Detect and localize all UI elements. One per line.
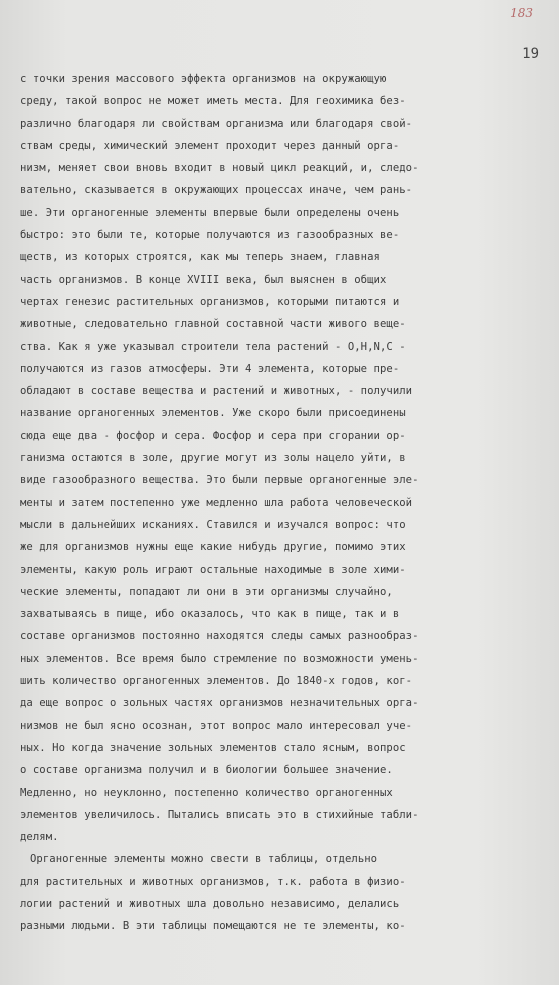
text-line: элементов увеличилось. Пытались вписать это в стихийные табли- bbox=[20, 808, 419, 821]
text-line: о составе организма получил и в биологии большее значение. bbox=[20, 764, 393, 777]
text-line: получаются из газов атмосферы. Эти 4 элемента, которые пре- bbox=[20, 362, 400, 375]
text-line: ных. Но когда значение зольных элементов стало ясным, вопрос bbox=[20, 741, 406, 754]
text-line: ческие элементы, попадают ли они в эти организмы случайно, bbox=[20, 585, 393, 598]
text-line: ствам среды, химический элемент проходит через данный орга- bbox=[20, 139, 400, 152]
text-line: с точки зрения массового эффекта организмов на окружающую bbox=[20, 73, 387, 85]
text-line: животные, следовательно главной составной части живого веще- bbox=[20, 318, 406, 331]
text-line: название органогенных элементов. Уже скоро были присоединены bbox=[20, 407, 406, 420]
text-line: вательно, сказывается в окружающих процессах иначе, чем рань- bbox=[20, 184, 413, 197]
text-line: разными людьми. В эти таблицы помещаются не те элементы, ко- bbox=[20, 920, 406, 933]
text-line: же для организмов нужны еще какие нибудь другие, помимо этих bbox=[20, 541, 406, 554]
text-line: делям. bbox=[20, 831, 59, 844]
text-line: элементы, какую роль играют остальные находимые в золе хими- bbox=[20, 563, 406, 576]
text-line: да еще вопрос о зольных частях организмов незначительных орга- bbox=[20, 697, 419, 710]
text-line: часть организмов. В конце XVIII века, был выяснен в общих bbox=[20, 273, 387, 286]
text-line: ше. Эти органогенные элементы впервые были определены очень bbox=[20, 206, 400, 219]
text-line: быстро: это были те, которые получаются из газообразных ве- bbox=[20, 229, 400, 242]
text-line: ществ, из которых строятся, как мы теперь знаем, главная bbox=[20, 251, 380, 264]
text-line: для растительных и животных организмов, т.к. работа в физио- bbox=[20, 875, 406, 888]
archive-number: 183 bbox=[510, 6, 533, 20]
text-line: низмов не был ясно осознан, этот вопрос мало интересовал уче- bbox=[20, 719, 413, 732]
text-line: ганизма остаются в золе, другие могут из золы нацело уйти, в bbox=[20, 452, 406, 465]
body-text bbox=[20, 68, 520, 938]
text-line: чертах генезис растительных организмов, которыми питаются и bbox=[20, 295, 400, 308]
text-line: виде газообразного вещества. Это были первые органогенные эле- bbox=[20, 474, 419, 487]
text-line: обладают в составе вещества и растений и животных, - получили bbox=[20, 385, 413, 398]
text-line: низм, меняет свои вновь входит в новый цикл реакций, и, следо- bbox=[20, 162, 419, 175]
text-line: ства. Как я уже указывал строители тела растений - О,Н,N,С - bbox=[20, 340, 406, 353]
text-line: шить количество органогенных элементов. До 1840-х годов, ког- bbox=[20, 675, 413, 688]
text-line: ных элементов. Все время было стремление по возможности умень- bbox=[20, 652, 419, 665]
text-line: Медленно, но неуклонно, постепенно количество органогенных bbox=[20, 786, 393, 799]
text-line: мысли в дальнейших исканиях. Ставился и изучался вопрос: что bbox=[20, 518, 406, 531]
text-line: различно благодаря ли свойствам организма или благодаря свой- bbox=[20, 117, 413, 130]
text-line: менты и затем постепенно уже медленно шла работа человеческой bbox=[20, 496, 413, 509]
page-number: 19 bbox=[522, 46, 539, 62]
text-line: среду, такой вопрос не может иметь места. Для геохимика без- bbox=[20, 95, 406, 108]
text-line: логии растений и животных шла довольно независимо, делались bbox=[20, 897, 400, 910]
text-line: захватываясь в пище, ибо оказалось, что как в пище, так и в bbox=[20, 608, 400, 621]
text-line: составе организмов постоянно находятся следы самых разнообраз- bbox=[20, 630, 419, 643]
text-line: Органогенные элементы можно свести в таблицы, отдельно bbox=[30, 853, 378, 866]
text-line: сюда еще два - фосфор и сера. Фосфор и сера при сгорании ор- bbox=[20, 429, 406, 442]
